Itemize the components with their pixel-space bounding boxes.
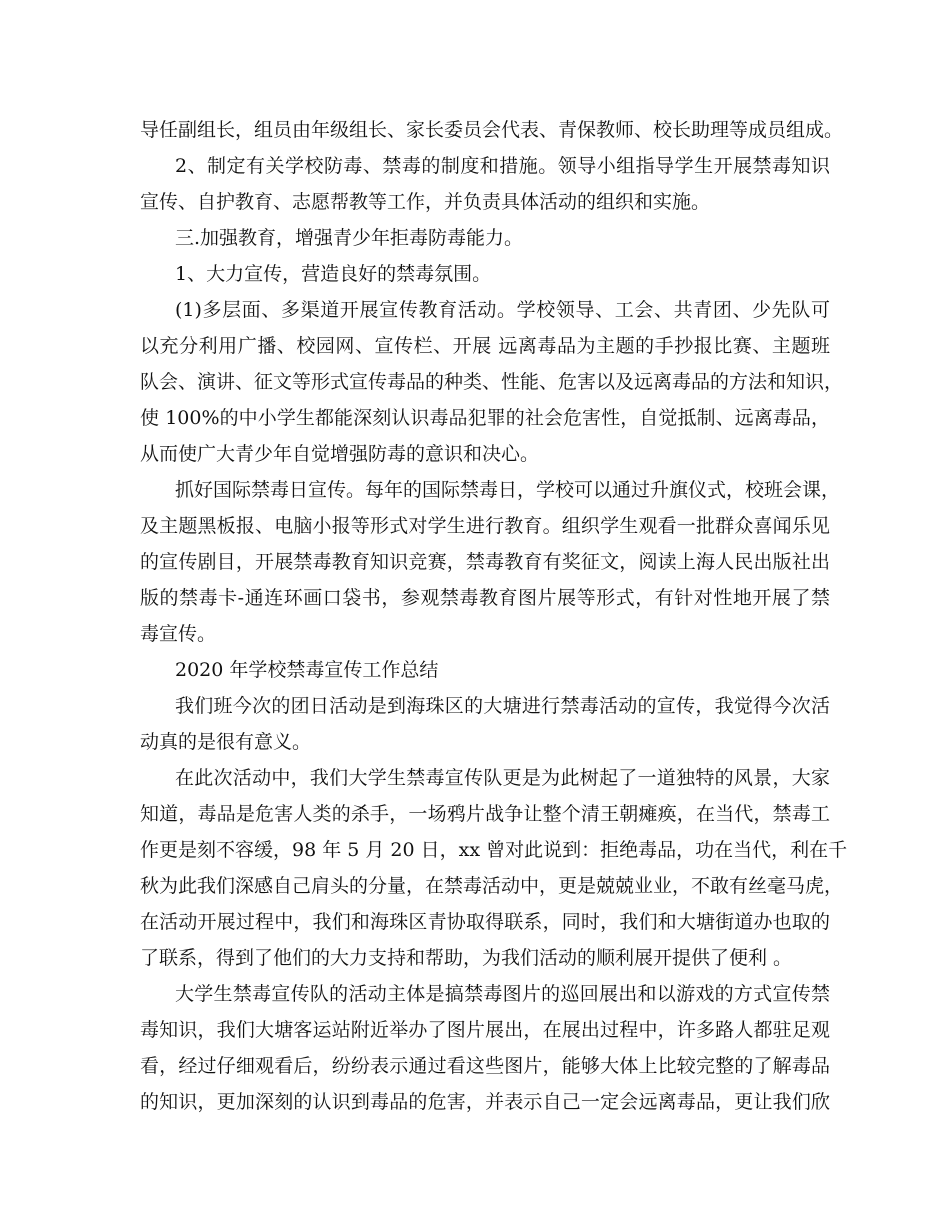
text-line: 导任副组长，组员由年级组长、家长委员会代表、青保教师、校长助理等成员组成。 — [140, 119, 844, 141]
text-line: 在活动开展过程中，我们和海珠区青协取得联系，同时，我们和大塘街道办也取的 — [140, 911, 830, 933]
text-line: 作更是刻不容缓，98 年 5 月 20 日，xx 曾对此说到：拒绝毒品，功在当代，利在千 — [140, 839, 848, 861]
text-line: 我们班今次的团日活动是到海珠区的大塘进行禁毒活动的宣传，我觉得今次活 — [175, 695, 830, 717]
text-line: 了联系，得到了他们的大力支持和帮助，为我们活动的顺利展开提供了便利 。 — [140, 947, 793, 969]
text-line: 动真的是很有意义。 — [140, 731, 312, 753]
text-line: 的知识，更加深刻的认识到毒品的危害，并表示自己一定会远离毒品，更让我们欣 — [140, 1091, 830, 1113]
text-line: 大学生禁毒宣传队的活动主体是搞禁毒图片的巡回展出和以游戏的方式宣传禁 — [175, 983, 830, 1005]
text-line: 抓好国际禁毒日宣传。每年的国际禁毒日，学校可以通过升旗仪式，校班会课， — [175, 479, 841, 501]
text-line: 及主题黑板报、电脑小报等形式对学生进行教育。组织学生观看一批群众喜闻乐见 — [140, 515, 830, 537]
text-line: (1)多层面、多渠道开展宣传教育活动。学校领导、工会、共青团、少先队可 — [175, 299, 830, 321]
text-line: 版的禁毒卡-通连环画口袋书，参观禁毒教育图片展等形式，有针对性地开展了禁 — [140, 587, 830, 609]
text-line: 队会、演讲、征文等形式宣传毒品的种类、性能、危害以及远离毒品的方法和知识， — [140, 371, 844, 393]
text-line: 使 100%的中小学生都能深刻认识毒品犯罪的社会危害性，自觉抵制、远离毒品， — [140, 407, 830, 429]
text-line: 知道，毒品是危害人类的杀手，一场鸦片战争让整个清王朝瘫痪，在当代，禁毒工 — [140, 803, 830, 825]
text-line: 的宣传剧目，开展禁毒教育知识竞赛，禁毒教育有奖征文，阅读上海人民出版社出 — [140, 551, 830, 573]
text-line: 秋为此我们深感自己肩头的分量，在禁毒活动中，更是兢兢业业，不敢有丝毫马虎， — [140, 875, 844, 897]
text-line: 毒宣传。 — [140, 623, 217, 645]
text-line: 宣传、自护教育、志愿帮教等工作，并负责具体活动的组织和实施。 — [140, 191, 711, 213]
text-line: 2、制定有关学校防毒、禁毒的制度和措施。领导小组指导学生开展禁毒知识 — [175, 155, 830, 177]
text-line: 在此次活动中，我们大学生禁毒宣传队更是为此树起了一道独特的风景，大家 — [175, 767, 830, 789]
text-line: 毒知识，我们大塘客运站附近举办了图片展出，在展出过程中，许多路人都驻足观 — [140, 1019, 830, 1041]
section-heading: 三.加强教育，增强青少年拒毒防毒能力。 — [175, 227, 524, 249]
section-title: 2020 年学校禁毒宣传工作总结 — [175, 659, 439, 681]
text-line: 以充分利用广播、校园网、宣传栏、开展 远离毒品为主题的手抄报比赛、主题班 — [140, 335, 830, 357]
text-line: 看，经过仔细观看后，纷纷表示通过看这些图片，能够大体上比较完整的了解毒品 — [140, 1055, 830, 1077]
text-line: 从而使广大青少年自觉增强防毒的意识和决心。 — [140, 443, 540, 465]
subsection-heading: 1、大力宣传，营造良好的禁毒氛围。 — [175, 263, 492, 285]
